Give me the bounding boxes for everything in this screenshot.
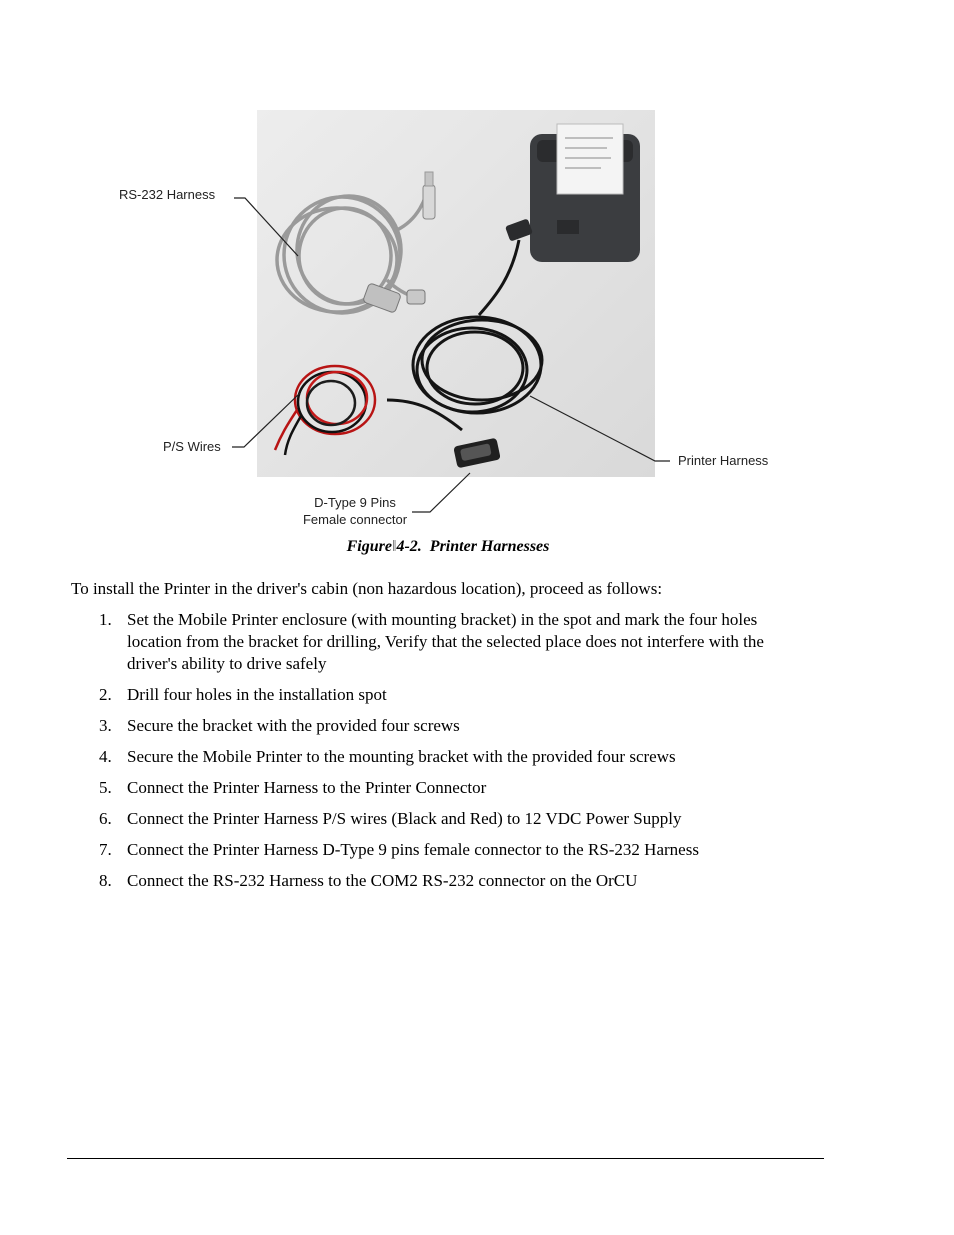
step-number: 5. (99, 778, 112, 797)
list-item (99, 609, 799, 675)
list-item (99, 715, 799, 737)
step-text: Connect the Printer Harness to the Printer Connector (127, 778, 487, 797)
callout-dtype-line-2: Female connector (302, 512, 408, 527)
list-item (99, 839, 799, 861)
step-text: Drill four holes in the installation spot (127, 685, 387, 704)
step-number: 8. (99, 871, 112, 890)
step-number: 3. (99, 716, 112, 735)
list-item (99, 808, 799, 830)
step-text: Connect the RS-232 Harness to the COM2 RS-232 connector on the OrCU (127, 871, 638, 890)
step-number: 6. (99, 809, 112, 828)
list-item (99, 684, 799, 706)
footer-divider (67, 1158, 824, 1159)
step-text: Secure the bracket with the provided four screws (127, 716, 460, 735)
installation-steps-list (99, 609, 799, 901)
step-number: 1. (99, 610, 112, 629)
figure-printer-harnesses (0, 0, 954, 540)
step-number: 2. (99, 685, 112, 704)
caption-label: Figure (346, 538, 392, 555)
list-item (99, 777, 799, 799)
callout-rs232-harness: RS-232 Harness (119, 187, 216, 202)
step-text: Connect the Printer Harness P/S wires (Black and Red) to 12 VDC Power Supply (127, 809, 682, 828)
figure-caption (0, 538, 896, 556)
callout-ps-wires: P/S Wires (163, 439, 221, 454)
callout-printer-harness: Printer Harness (678, 453, 769, 468)
list-item (99, 870, 799, 892)
step-number: 7. (99, 840, 112, 859)
caption-title: Printer Harnesses (429, 538, 550, 555)
list-item (99, 746, 799, 768)
step-text: Set the Mobile Printer enclosure (with mounting bracket) in the spot and mark the four holes location from the bracket for drilling, Verify that the selected place does not interfere with the driver's ability to drive safely (127, 610, 764, 673)
step-number: 4. (99, 747, 112, 766)
intro-paragraph: To install the Printer in the driver's cabin (non hazardous location), proceed as follows: (71, 579, 663, 598)
callout-leader-lines (0, 0, 954, 540)
caption-number: 4-2. (396, 538, 422, 555)
step-text: Secure the Mobile Printer to the mounting bracket with the provided four screws (127, 747, 676, 766)
caption-separator: ‖ (391, 538, 397, 555)
callout-dtype-line-1: D-Type 9 Pins (314, 495, 396, 510)
callout-dtype-connector (299, 494, 411, 528)
step-text: Connect the Printer Harness D-Type 9 pins female connector to the RS-232 Harness (127, 840, 699, 859)
